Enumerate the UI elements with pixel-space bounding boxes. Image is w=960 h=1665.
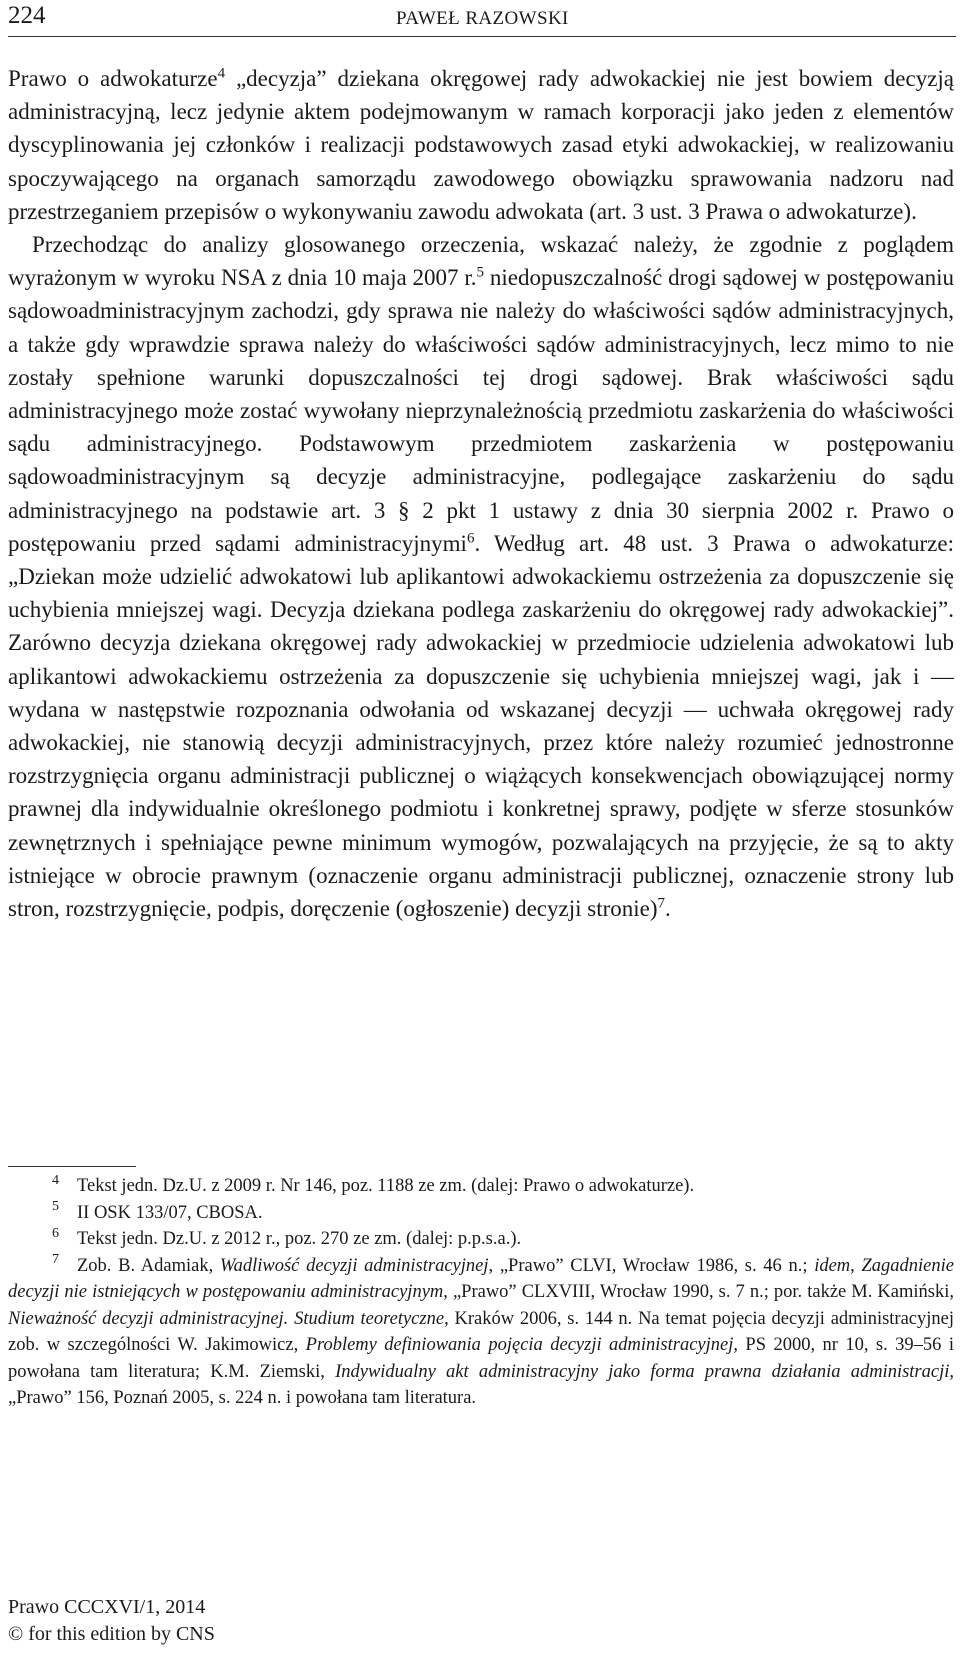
footnotes [8,1173,954,1412]
journal-imprint [8,1594,215,1648]
footnote-6: 6 Tekst jedn. Dz.U. z 2012 r., poz. 270 ze zm. (dalej: p.p.s.a.). [52,1225,522,1249]
footnote-text: Zob. B. Adamiak, [77,1255,220,1276]
footnote-4: 4 Tekst jedn. Dz.U. z 2009 r. Nr 146, poz. 1188 ze zm. (dalej: Prawo o adwokaturze). [52,1172,695,1196]
paragraph-2 [8,228,954,925]
paragraph-text: . Według art. 48 ust. 3 Prawa o adwokaturze: „Dziekan może udzielić adwokatowi lub aplikantowi adwokackiemu ostrzeżenia za dopuszczenie się uchybienia mniejszej wagi. Decyzja dziekana podlega zaskarżeniu do okręgowej rady adwokackiej”. Zarówno decyzja dziekana okręgowej rady adwokackiej w przedmiocie udzielenia adwokatowi lub aplikantowi adwokackiemu ostrzeżenia za dopuszczenie się uchybienia mniejszej wagi, jak i — wydana w następstwie rozpoznania odwołania od wskazanej decyzji — uchwała okręgowej rady adwokackiej, nie stanowią decyzji administracyjnych, przez które należy rozumieć jednostronne rozstrzygnięcia organu administracji publicznej o wiążących konsekwencjach obowiązującej normy prawnej dla indywidualnie określonego podmiotu i konkretnej sprawy, podjęte w sferze stosunków zewnętrznych i spełniające pewne minimum wymogów, pozwalających na przyjęcie, że są to akty istniejące w obrocie prawnym (oznaczenie organu administracji publicznej, oznaczenie strony lub stron, rozstrzygnięcie, podpis, doręczenie (ogłoszenie) decyzji stronie) [8,530,954,922]
paragraph-text: Przechodząc do analizy glosowanego orzeczenia, wskazać należy, że zgodnie z poglądem wyrażonym w wyroku NSA z dnia 10 maja 2007 r. [8,232,954,291]
citation-title: Nieważność decyzji administracyjnej. Studium teoretyczne [8,1308,445,1329]
footnote-text: , [850,1255,862,1276]
footnote-text: II OSK 133/07, CBOSA. [77,1202,263,1223]
citation-title: Zagadnienie decyzji nie istniejących w postępowaniu administracyjnym [8,1255,954,1302]
citation-title: Problemy definiowania pojęcia decyzji administracyjnej [305,1335,734,1355]
citation-title: Indywidualny akt administracyjny jako forma prawna działania administracji [335,1361,950,1382]
running-head: PAWEŁ RAZOWSKI [396,8,569,29]
footnote-ref-6[interactable]: 6 [466,530,475,547]
footnote-ref-5[interactable]: 5 [476,264,485,281]
footnote-text: Tekst jedn. Dz.U. z 2009 r. Nr 146, poz. 1188 ze zm. (dalej: Prawo o adwokaturze). [77,1176,695,1196]
header-rule [8,36,956,37]
footnote-text: , „Prawo” 156, Poznań 2005, s. 224 n. i powołana tam literatura. [8,1361,954,1408]
paragraph-1 [8,62,954,228]
journal-issue: Prawo CCCXVI/1, 2014 [8,1596,206,1618]
page-number: 224 [8,2,46,29]
footnote-ref-4[interactable]: 4 [217,65,226,82]
citation-title: Wadliwość decyzji administracyjnej [219,1255,489,1276]
main-text [8,62,954,925]
footnote-text: Tekst jedn. Dz.U. z 2012 r., poz. 270 ze zm. (dalej: p.p.s.a.). [77,1229,522,1249]
footnote-text: , PS 2000, nr 10, s. 39–56 i powołana tam literatura; K.M. Ziemski, [8,1335,954,1382]
footnote-text: , „Prawo” CLVI, Wrocław 1986, s. 46 n.; [488,1255,815,1276]
footnote-ref-7[interactable]: 7 [657,895,666,912]
footnote-5: 5 II OSK 133/07, CBOSA. [52,1199,263,1223]
copyright-line: © for this edition by CNS [8,1623,215,1645]
footnote-text: , „Prawo” CLXVIII, Wrocław 1990, s. 7 n.; por. także M. Kamiński, [443,1282,954,1302]
footnote-text: , Kraków 2006, s. 144 n. Na temat pojęcia decyzji administracyjnej zob. w szczególności W. Jakimowicz, [8,1308,954,1355]
footnote-separator [8,1166,136,1167]
paragraph-text: niedopuszczalność drogi sądowej w postępowaniu sądowoadministracyjnym zachodzi, gdy sprawa nie należy do właściwości sądów administracyjnych, a także gdy wprawdzie sprawa należy do właściwości sądów administracyjnych, lecz mimo to nie zostały spełnione warunki dopuszczalności tej drogi sądowej. Brak właściwości sądu administracyjnego może zostać wywołany nieprzynależnością przedmiotu zaskarżenia do właściwości sądu administracyjnego. Podstawowym przedmiotem zaskarżenia w postępowaniu sądowoadministracyjnym są decyzje administracyjne, podlegające zaskarżeniu do sądu administracyjnego na podstawie art. 3 § 2 pkt 1 ustawy z dnia 30 sierpnia 2002 r. Prawo o postępowaniu przed sądami administracyjnymi [8,265,955,556]
paragraph-text: Prawo o adwokaturze [8,66,218,91]
footnote-7: 7 Zob. B. Adamiak, Wadliwość decyzji administracyjnej, „Prawo” CLVI, Wrocław 1986, s. 46 n.; idem, Zagadnienie decyzji nie istniejących w postępowaniu administracyjnym, „Prawo” CLXVIII, Wrocław 1990, s. 7 n.; por. także M. Kamiński, Nieważność decyzji administracyjnej. Studium teoretyczne, Kraków 2006, s. 144 n. Na temat pojęcia decyzji administracyjnej zob. w szczególności W. Jakimowicz, Problemy definiowania pojęcia decyzji administracyjnej, PS 2000, nr 10, s. 39–56 i powołana tam literatura; K.M. Ziemski, Indywidualny akt administracyjny jako forma prawna działania administracji, „Prawo” 156, Poznań 2005, s. 224 n. i powołana tam literatura. [8,1252,954,1408]
citation-idem: idem [814,1255,851,1276]
paragraph-text: . [665,896,671,922]
paragraph-text: „decyzja” dziekana okręgowej rady adwokackiej nie jest bowiem decyzją administracyjną, lecz jedynie aktem podejmowanym w ramach korporacji jako jeden z elementów dyscyplinowania jej członków i realizacji podstawowych zasad etyki adwokackiej, w realizowaniu spoczywającego na organach samorządu zawodowego obowiązku sprawowania nadzoru nad przestrzeganiem przepisów o wykonywaniu zawodu adwokata (art. 3 ust. 3 Prawa o adwokaturze). [8,66,954,224]
